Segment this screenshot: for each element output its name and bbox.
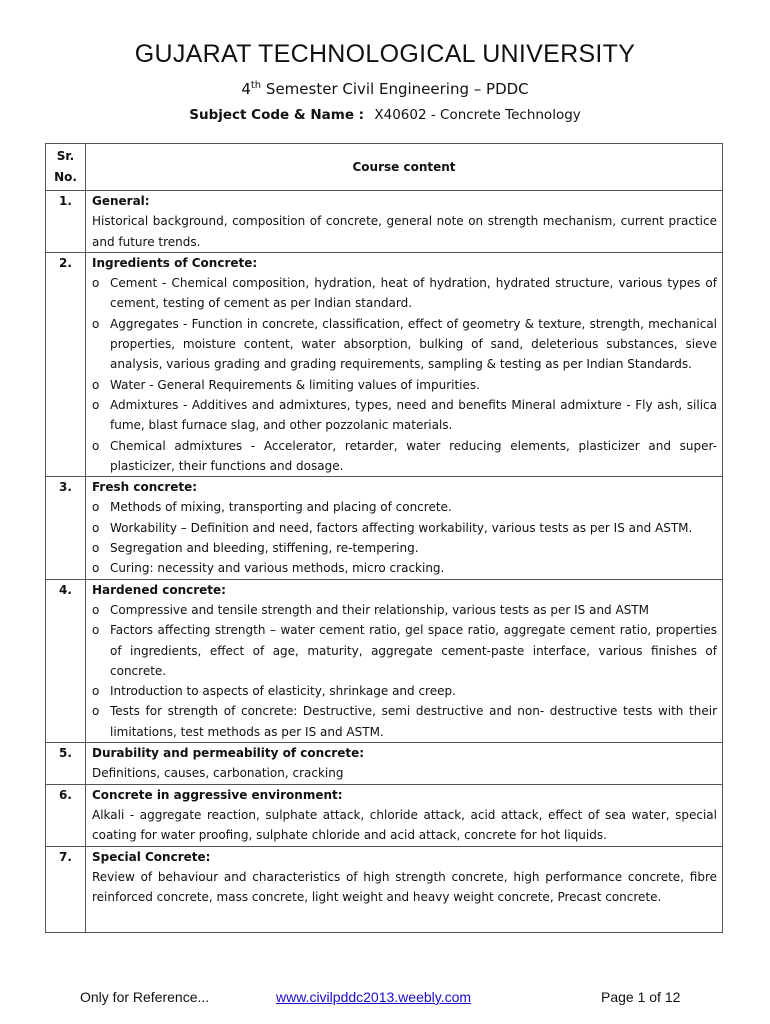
row-serial-number: 1. (46, 191, 86, 253)
topic-bullet-list (92, 600, 717, 742)
row-content (86, 579, 723, 742)
row-content (86, 477, 723, 579)
topic-heading: General: (92, 194, 150, 208)
list-item (92, 538, 717, 558)
list-item (92, 375, 717, 395)
row-serial-number: 7. (46, 846, 86, 932)
bullet-icon: o (92, 316, 100, 331)
bullet-icon: o (92, 377, 100, 392)
topic-description: Historical background, composition of concrete, general note on strength mechanism, current practice and future trends. (92, 214, 717, 249)
topic-heading: Durability and permeability of concrete: (92, 746, 365, 761)
footer-website-link[interactable]: www.civilpddc2013.weebly.com (276, 989, 472, 1005)
subject-value: X40602 - Concrete Technology (374, 107, 581, 123)
list-item-text: Methods of mixing, transporting and placing of concrete. (110, 500, 452, 515)
list-item-text: Water - General Requirements & limiting values of impurities. (110, 377, 480, 392)
table-row (46, 743, 723, 785)
bullet-icon: o (92, 397, 100, 412)
bullet-icon: o (92, 602, 100, 617)
list-item (92, 558, 717, 578)
topic-bullet-list (92, 273, 717, 476)
row-content (86, 846, 723, 932)
footer-page-number: Page 1 of 12 (601, 989, 681, 1005)
list-item (92, 314, 717, 375)
row-serial-number: 2. (46, 252, 86, 476)
row-content (86, 252, 723, 476)
list-item (92, 497, 717, 517)
university-title: GUJARAT TECHNOLOGICAL UNIVERSITY (134, 40, 636, 68)
table-row (46, 191, 723, 253)
table-row (46, 252, 723, 476)
list-item (92, 395, 717, 436)
bullet-icon: o (92, 704, 100, 719)
list-item-text: Factors affecting strength – water cement ratio, gel space ratio, aggregate cement ratio, properties of ingredients, effect of age, maturity, aggregate cement-paste interface, various finishes of concrete. (110, 623, 717, 678)
list-item-text: Admixtures - Additives and admixtures, types, need and benefits Mineral admixture - Fly ash, silica fume, blast furnace slag, and other pozzolanic materials. (110, 397, 717, 433)
list-item (92, 681, 717, 701)
list-item-text: Chemical admixtures - Accelerator, retarder, water reducing elements, plasticizer and super-plasticizer, their functions and dosage. (110, 438, 717, 473)
bullet-icon: o (92, 276, 100, 291)
topic-bullet-list (92, 497, 717, 578)
list-item-text: Aggregates - Function in concrete, classification, effect of geometry & texture, strength, mechanical properties, moisture content, water absorption, bulking of sand, deleterious substances, sieve analysis, various grading and grading requirements, sampling & testing as per Indian Standards. (110, 316, 717, 372)
bullet-icon: o (92, 541, 100, 556)
bullet-icon: o (92, 561, 100, 576)
topic-heading: Special Concrete: (92, 849, 211, 864)
table-header-row (46, 144, 723, 191)
subject-line (0, 107, 770, 123)
semester-suffix: th (250, 80, 262, 91)
topic-description: Alkali - aggregate reaction, sulphate attack, chloride attack, acid attack, effect of sea water, special coating for water proofing, sulphate chloride and acid attack, concrete for hot liquids. (92, 807, 717, 843)
list-item-text: Workability – Definition and need, factors affecting workability, various tests as per IS and ASTM. (110, 520, 693, 535)
list-item (92, 701, 717, 742)
row-content (86, 743, 723, 785)
list-item (92, 436, 717, 477)
topic-heading: Concrete in aggressive environment: (92, 787, 343, 802)
table-row (46, 579, 723, 742)
list-item-text: Tests for strength of concrete: Destructive, semi destructive and non- destructive tests with their limitations, test methods as per IS and ASTM. (110, 704, 717, 739)
row-serial-number: 6. (46, 784, 86, 846)
list-item-text: Cement - Chemical composition, hydration, heat of hydration, hydrated structure, various types of cement, testing of cement as per Indian standard. (110, 276, 717, 311)
table-row (46, 477, 723, 579)
course-content-table (45, 143, 723, 933)
bullet-icon: o (92, 520, 100, 535)
course-content-header: Course content (86, 144, 723, 191)
row-serial-number: 4. (46, 579, 86, 742)
subject-label: Subject Code & Name : (189, 107, 365, 123)
bullet-icon: o (92, 500, 100, 515)
list-item (92, 273, 717, 314)
row-content (86, 191, 723, 253)
row-serial-number: 5. (46, 743, 86, 785)
bullet-icon: o (92, 438, 100, 453)
row-serial-number: 3. (46, 477, 86, 579)
table-row (46, 846, 723, 932)
list-item-text: Curing: necessity and various methods, micro cracking. (110, 561, 445, 576)
topic-description: Definitions, causes, carbonation, cracking (92, 766, 344, 781)
semester-text: Semester Civil Engineering – PDDC (261, 80, 529, 98)
list-item-text: Compressive and tensile strength and their relationship, various tests as per IS and ASTM (110, 602, 649, 617)
bullet-icon: o (92, 623, 100, 638)
list-item-text: Introduction to aspects of elasticity, shrinkage and creep. (110, 684, 456, 699)
topic-heading: Hardened concrete: (92, 582, 226, 597)
row-content (86, 784, 723, 846)
list-item (92, 518, 717, 538)
semester-number: 4 (241, 80, 251, 98)
list-item (92, 620, 717, 681)
topic-heading: Ingredients of Concrete: (92, 255, 258, 270)
table-row (46, 784, 723, 846)
topic-description: Review of behaviour and characteristics of high strength concrete, high performance concrete, fibre reinforced concrete, mass concrete, light weight and heavy weight concrete, Precast concrete. (92, 869, 717, 905)
sr-no-header: Sr. No. (46, 144, 86, 191)
list-item-text: Segregation and bleeding, stiffening, re-tempering. (110, 541, 419, 556)
semester-line (0, 80, 770, 98)
bullet-icon: o (92, 684, 100, 699)
list-item (92, 600, 717, 620)
footer-reference-note: Only for Reference... (80, 989, 210, 1005)
topic-heading: Fresh concrete: (92, 480, 198, 495)
